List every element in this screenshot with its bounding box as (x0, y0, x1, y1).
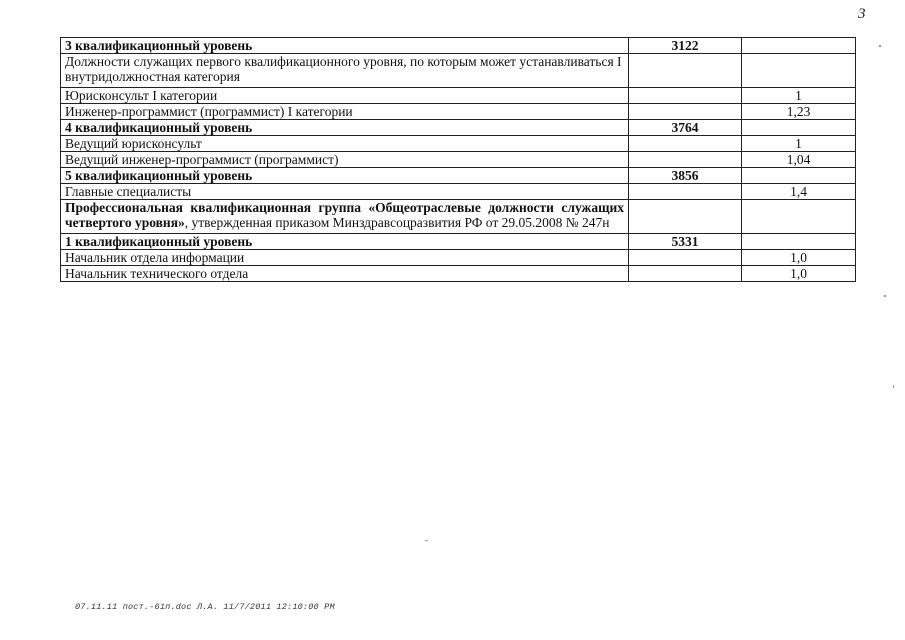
page-number: 3 (858, 6, 866, 22)
scan-speck (879, 45, 881, 47)
row-salary (629, 88, 742, 104)
row-salary (629, 136, 742, 152)
row-coefficient: 1,0 (742, 250, 856, 266)
row-salary (629, 54, 742, 88)
table-row (61, 184, 856, 200)
table-row (61, 38, 856, 54)
row-salary: 3122 (629, 38, 742, 54)
row-coefficient (742, 168, 856, 184)
row-label: 3 квалификационный уровень (61, 38, 629, 54)
row-salary (629, 200, 742, 234)
row-label: Начальник отдела информации (61, 250, 629, 266)
row-salary (629, 250, 742, 266)
scan-speck (893, 385, 894, 388)
row-label: 5 квалификационный уровень (61, 168, 629, 184)
row-label: 4 квалификационный уровень (61, 120, 629, 136)
table-row (61, 120, 856, 136)
table-row (61, 88, 856, 104)
row-label: Главные специалисты (61, 184, 629, 200)
row-coefficient (742, 120, 856, 136)
group-heading-rest: , утвержденная приказом Минздравсоцразвития РФ от 29.05.2008 № 247н (184, 215, 610, 230)
table-row (61, 250, 856, 266)
row-coefficient (742, 200, 856, 234)
row-label: 1 квалификационный уровень (61, 234, 629, 250)
table-row (61, 152, 856, 168)
table-row (61, 136, 856, 152)
group-heading (61, 200, 629, 234)
row-salary (629, 104, 742, 120)
row-salary (629, 152, 742, 168)
document-footer: 07.11.11 пост.-61п.doc Л.А. 11/7/2011 12:10:00 PM (75, 602, 335, 612)
salary-table (60, 37, 856, 282)
table-row (61, 168, 856, 184)
row-salary (629, 184, 742, 200)
row-salary (629, 266, 742, 282)
table-row (61, 200, 856, 234)
row-label: Ведущий инженер-программист (программист) (61, 152, 629, 168)
row-coefficient: 1 (742, 88, 856, 104)
row-coefficient: 1,0 (742, 266, 856, 282)
row-label: Ведущий юрисконсульт (61, 136, 629, 152)
row-coefficient: 1 (742, 136, 856, 152)
table-row (61, 266, 856, 282)
scan-speck (884, 295, 886, 297)
row-coefficient: 1,23 (742, 104, 856, 120)
row-label: Юрисконсульт I категории (61, 88, 629, 104)
row-salary: 5331 (629, 234, 742, 250)
table-row (61, 104, 856, 120)
row-label: Начальник технического отдела (61, 266, 629, 282)
row-coefficient: 1,04 (742, 152, 856, 168)
row-salary: 3856 (629, 168, 742, 184)
row-salary: 3764 (629, 120, 742, 136)
row-coefficient (742, 38, 856, 54)
group-heading-bold: Профессиональная квалификационная группа «Общеотраслевые должности служащих четвертого уровня» (65, 200, 624, 230)
row-coefficient: 1,4 (742, 184, 856, 200)
row-coefficient (742, 234, 856, 250)
table-row (61, 234, 856, 250)
row-label: Должности служащих первого квалификационного уровня, по которым может устанавливаться I внутридолжностная категория (61, 54, 629, 88)
row-coefficient (742, 54, 856, 88)
scan-speck (425, 540, 428, 541)
row-label: Инженер-программист (программист) I категории (61, 104, 629, 120)
table-row (61, 54, 856, 88)
